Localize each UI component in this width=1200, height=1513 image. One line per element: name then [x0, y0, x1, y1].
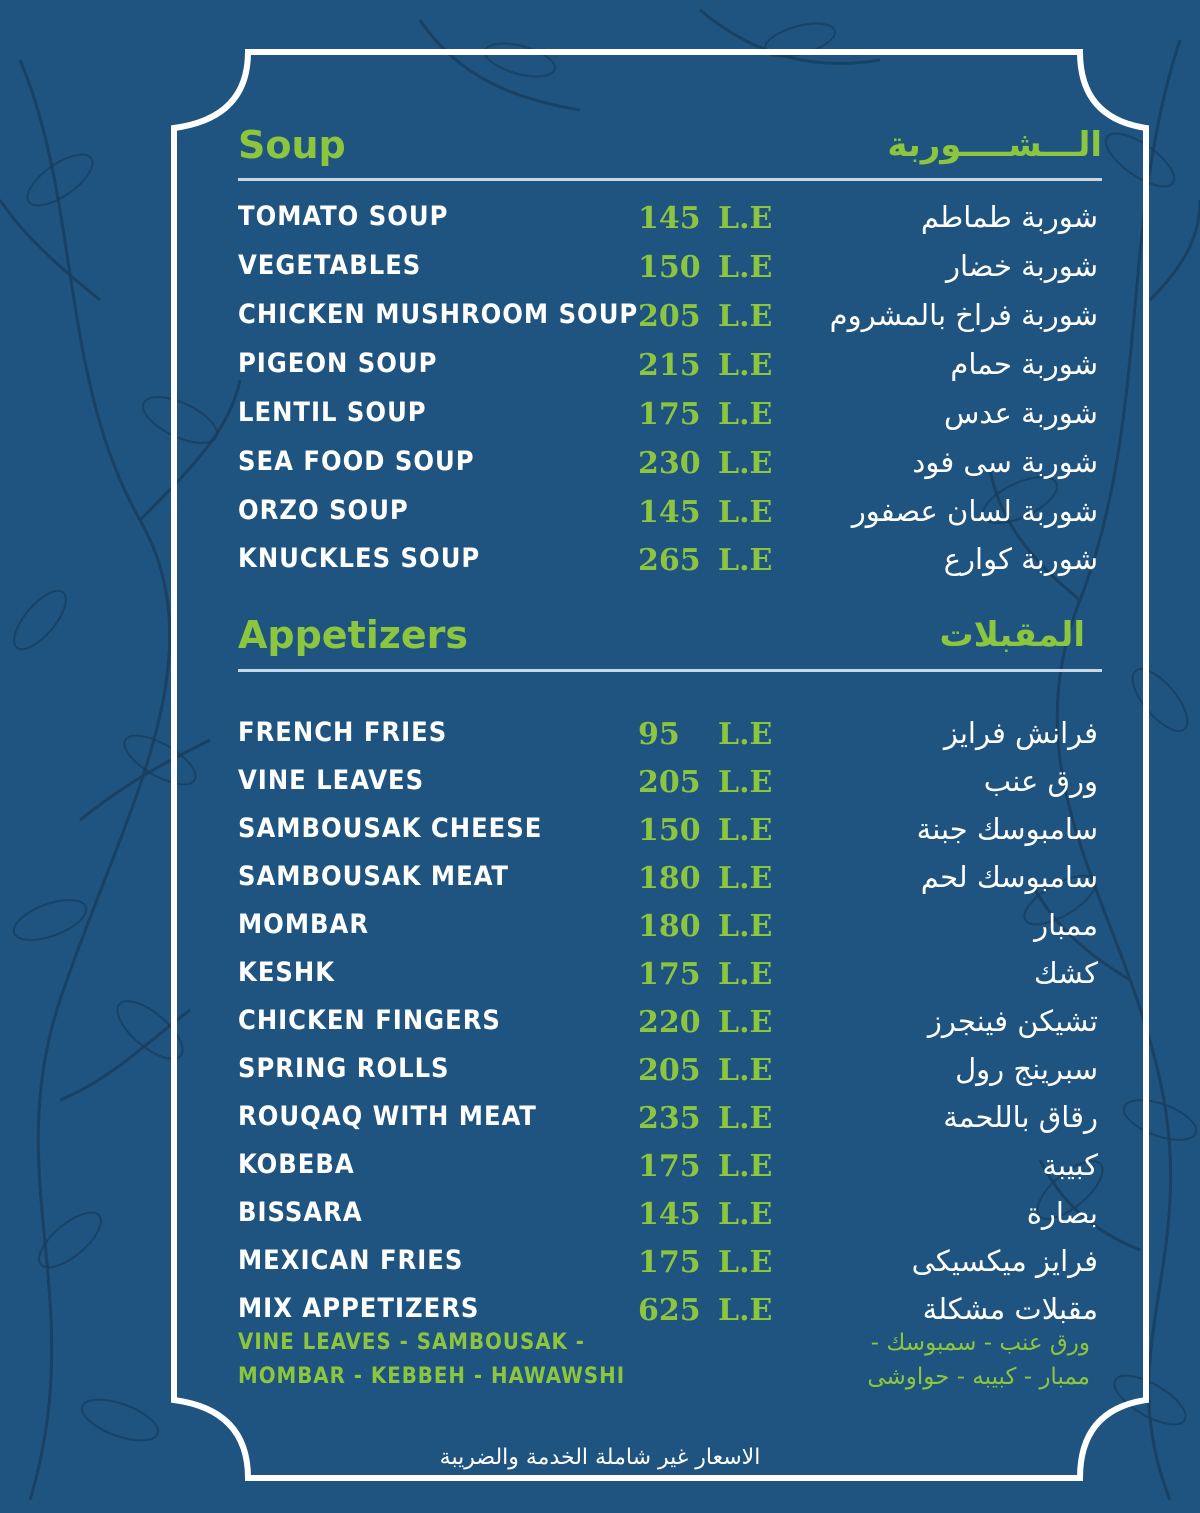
item-name-en: VEGETABLES — [238, 250, 422, 281]
menu-item — [238, 193, 1098, 241]
menu-item — [238, 757, 1098, 805]
item-price: 180 — [638, 909, 701, 944]
menu-item — [238, 853, 1098, 901]
item-name-en: SEA FOOD SOUP — [238, 446, 475, 477]
item-currency: L.E — [718, 861, 773, 896]
item-name-ar: ممبار — [1034, 908, 1098, 942]
item-currency: L.E — [718, 250, 773, 285]
menu-item — [238, 709, 1098, 757]
item-price: 265 — [638, 543, 701, 578]
item-price: 175 — [638, 1245, 701, 1280]
item-price: 175 — [638, 957, 701, 992]
item-name-en: LENTIL SOUP — [238, 397, 427, 428]
menu-item — [238, 1237, 1098, 1285]
item-currency: L.E — [718, 813, 773, 848]
menu-item — [238, 1189, 1098, 1237]
item-name-ar: فرانش فرايز — [943, 716, 1098, 750]
item-currency: L.E — [718, 1245, 773, 1280]
item-currency: L.E — [718, 909, 773, 944]
item-currency: L.E — [718, 765, 773, 800]
item-currency: L.E — [718, 201, 773, 236]
menu-item — [238, 291, 1098, 339]
menu-item — [238, 340, 1098, 388]
soup-title-ar: الـــشــــوربة — [887, 125, 1102, 165]
menu-item — [238, 487, 1098, 535]
item-name-ar: شوربة فراخ بالمشروم — [829, 298, 1098, 332]
mix-note-en-line1: VINE LEAVES - SAMBOUSAK - — [238, 1330, 585, 1355]
menu-item — [238, 242, 1098, 290]
item-currency: L.E — [718, 446, 773, 481]
item-name-ar: سامبوسك لحم — [920, 860, 1098, 894]
item-name-ar: بصارة — [1026, 1196, 1098, 1230]
menu-item — [238, 1093, 1098, 1141]
appetizers-title-ar: المقبلات — [939, 615, 1085, 655]
menu-item — [238, 997, 1098, 1045]
item-name-ar: تشيكن فينجرز — [927, 1004, 1098, 1038]
menu-item — [238, 901, 1098, 949]
item-price: 205 — [638, 1053, 701, 1088]
item-price: 205 — [638, 299, 701, 334]
item-name-en: KESHK — [238, 957, 336, 988]
appetizers-title-en: Appetizers — [238, 613, 469, 657]
menu-item — [238, 1141, 1098, 1189]
item-price: 205 — [638, 765, 701, 800]
mix-note-ar-line2: ممبار - كبيبه - حواوشى — [867, 1364, 1090, 1390]
menu-item — [238, 438, 1098, 486]
item-price: 175 — [638, 397, 701, 432]
item-price: 95 — [638, 717, 680, 752]
item-name-ar: شوربة طماطم — [920, 200, 1098, 234]
item-currency: L.E — [718, 348, 773, 383]
item-currency: L.E — [718, 1053, 773, 1088]
item-name-en: KNUCKLES SOUP — [238, 543, 481, 574]
appetizers-section-header — [238, 605, 1085, 665]
item-name-en: BISSARA — [238, 1197, 363, 1228]
item-name-ar: كبيبة — [1042, 1148, 1098, 1182]
item-name-en: SPRING ROLLS — [238, 1053, 450, 1084]
item-name-en: CHICKEN FINGERS — [238, 1005, 501, 1036]
item-name-ar: شوربة عدس — [943, 396, 1098, 430]
item-name-en: MOMBAR — [238, 909, 370, 940]
menu-item — [238, 949, 1098, 997]
mix-note-en-line2: MOMBAR - KEBBEH - HAWAWSHI — [238, 1364, 626, 1389]
item-price: 150 — [638, 250, 701, 285]
menu-item — [238, 805, 1098, 853]
appetizers-divider — [238, 669, 1102, 672]
item-currency: L.E — [718, 397, 773, 432]
item-name-ar: سبرينج رول — [955, 1052, 1098, 1086]
item-price: 180 — [638, 861, 701, 896]
item-name-en: MIX APPETIZERS — [238, 1293, 480, 1324]
item-name-en: SAMBOUSAK CHEESE — [238, 813, 543, 844]
item-name-en: PIGEON SOUP — [238, 348, 438, 379]
item-name-ar: سامبوسك جبنة — [916, 812, 1098, 846]
item-currency: L.E — [718, 717, 773, 752]
item-price: 175 — [638, 1149, 701, 1184]
item-name-ar: رقاق باللحمة — [943, 1100, 1098, 1134]
item-price: 145 — [638, 1197, 701, 1232]
item-currency: L.E — [718, 299, 773, 334]
menu-item — [238, 535, 1098, 583]
item-name-en: CHICKEN MUSHROOM SOUP — [238, 299, 639, 330]
item-name-en: VINE LEAVES — [238, 765, 425, 796]
item-currency: L.E — [718, 1101, 773, 1136]
item-price: 145 — [638, 495, 701, 530]
item-price: 215 — [638, 348, 701, 383]
item-name-en: TOMATO SOUP — [238, 201, 449, 232]
item-currency: L.E — [718, 1149, 773, 1184]
item-name-en: FRENCH FRIES — [238, 717, 448, 748]
item-name-en: MEXICAN FRIES — [238, 1245, 464, 1276]
item-name-ar: مقبلات مشكلة — [922, 1292, 1098, 1326]
item-currency: L.E — [718, 495, 773, 530]
item-name-en: SAMBOUSAK MEAT — [238, 861, 509, 892]
item-price: 235 — [638, 1101, 701, 1136]
item-name-ar: كشك — [1033, 956, 1098, 990]
soup-divider — [238, 178, 1102, 181]
item-name-ar: شوربة سى فود — [912, 445, 1098, 479]
item-name-ar: شوربة كوارع — [943, 542, 1098, 576]
soup-title-en: Soup — [238, 123, 346, 167]
item-name-en: ORZO SOUP — [238, 495, 409, 526]
item-name-ar: ورق عنب — [983, 764, 1098, 798]
soup-section-header — [238, 115, 1102, 175]
item-currency: L.E — [718, 1197, 773, 1232]
item-currency: L.E — [718, 957, 773, 992]
item-name-ar: شوربة لسان عصفور — [851, 494, 1098, 528]
item-currency: L.E — [718, 1005, 773, 1040]
item-name-ar: شوربة خضار — [945, 249, 1098, 283]
item-price: 230 — [638, 446, 701, 481]
item-name-ar: فرايز ميكسيكى — [911, 1244, 1098, 1278]
item-price: 625 — [638, 1293, 701, 1328]
mix-note-ar-line1: ورق عنب - سمبوسك - — [870, 1330, 1090, 1356]
item-name-en: KOBEBA — [238, 1149, 355, 1180]
item-currency: L.E — [718, 1293, 773, 1328]
item-name-ar: شوربة حمام — [950, 347, 1098, 381]
item-price: 150 — [638, 813, 701, 848]
prices-disclaimer: الاسعار غير شاملة الخدمة والضريبة — [439, 1445, 761, 1470]
menu-item — [238, 1045, 1098, 1093]
item-price: 220 — [638, 1005, 701, 1040]
menu-item — [238, 389, 1098, 437]
item-currency: L.E — [718, 543, 773, 578]
item-price: 145 — [638, 201, 701, 236]
item-name-en: ROUQAQ WITH MEAT — [238, 1101, 537, 1132]
